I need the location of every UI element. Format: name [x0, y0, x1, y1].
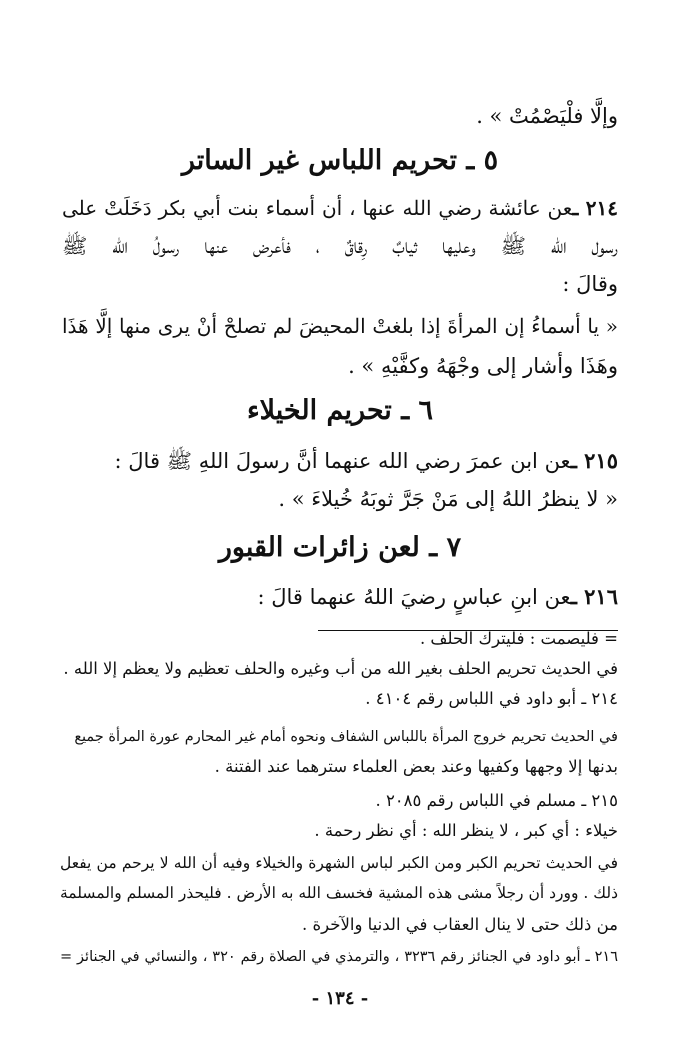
hadith-text: عن ابنِ عباسٍ رضيَ اللهُ عنهما قالَ :	[257, 585, 571, 609]
page-number: - ١٣٤ -	[311, 988, 369, 1009]
footnote-line: ٢١٥ ـ مسلم في اللباس رقم ٢٠٨٥ .	[375, 791, 618, 810]
hadith-text: عن ابن عمرَ رضي الله عنهما أنَّ رسولَ اللهِ ﷺ قالَ :	[114, 449, 571, 473]
footnote-line: = فليصمت : فليترك الحلف .	[419, 629, 618, 648]
hadith-214-line-2: رسول الله ﷺ وعليها ثيابٌ رِقاقٌ ، فأعرض عنها رسولُ الله ﷺ	[62, 234, 618, 258]
hadith-215-line-1	[62, 446, 618, 476]
footnote-line: ذلك . وورد أن رجلاً مشى هذه المشية فخسف الله به الأرض . فليحذر المسلم والمسلمة	[60, 884, 618, 902]
hadith-214-line-4: « يا أسماءُ إن المرأةَ إذا بلغتْ المحيضَ لم تصلحْ أنْ يرى منها إلَّا هَذَا	[62, 314, 618, 338]
footnote-line: بدنها إلا وجهها وكفيها وعند بعض العلماء سترهما عند الفتنة .	[214, 757, 618, 776]
section-heading-6: ٦ ـ تحريم الخيلاء	[246, 395, 434, 426]
footnote-line: من ذلك حتى لا ينال العقاب في الدنيا والآخرة .	[302, 915, 618, 934]
footnote-line: في الحديث تحريم الكبر ومن الكبر لباس الشهرة والخيلاء وفيه أن الله لا يرحم من يفعل	[60, 854, 618, 872]
hadith-214-line-5: وهَذَا وأشار إلى وجْهَهُ وكفَّيْهِ » .	[348, 354, 618, 378]
hadith-number: ٢١٦ ـ	[570, 584, 618, 609]
footnote-line: في الحديث تحريم خروج المرأة باللباس الشفاف ونحوه أمام غير المحارم عورة المرأة جميع	[74, 729, 618, 745]
hadith-215-line-2: « لا ينظرُ اللهُ إلى مَنْ جَرَّ ثوبَهُ خُيلاءَ » .	[278, 487, 618, 511]
section-heading-5: ٥ ـ تحريم اللباس غير الساتر	[181, 145, 499, 176]
hadith-number: ٢١٤ ـ	[572, 196, 618, 220]
footnote-line: خيلاء : أي كبر ، لا ينظر الله : أي نظر رحمة .	[314, 821, 618, 840]
hadith-214-line-3: وقالَ :	[562, 272, 618, 296]
hadith-text: عن عائشة رضي الله عنها ، أن أسماء بنت أبي بكر دَخَلَتْ على	[62, 196, 573, 220]
section-heading-7: ٧ ـ لعن زائرات القبور	[218, 532, 462, 563]
text-line: وإلَّا فلْيَصْمُتْ » .	[476, 104, 618, 128]
footnote-line: في الحديث تحريم الحلف بغير الله من أب وغيره والحلف تعظيم ولا يعظم إلا الله .	[63, 659, 618, 678]
hadith-216-line-1	[62, 582, 618, 612]
footnote-line: ٢١٦ ـ أبو داود في الجنائز رقم ٣٢٣٦ ، والترمذي في الصلاة رقم ٣٢٠ ، والنسائي في الجنائز =	[60, 949, 619, 965]
footnote-line: ٢١٤ ـ أبو داود في اللباس رقم ٤١٠٤ .	[365, 689, 618, 708]
hadith-214-line-1	[62, 193, 618, 223]
hadith-number: ٢١٥ ـ	[570, 448, 618, 473]
